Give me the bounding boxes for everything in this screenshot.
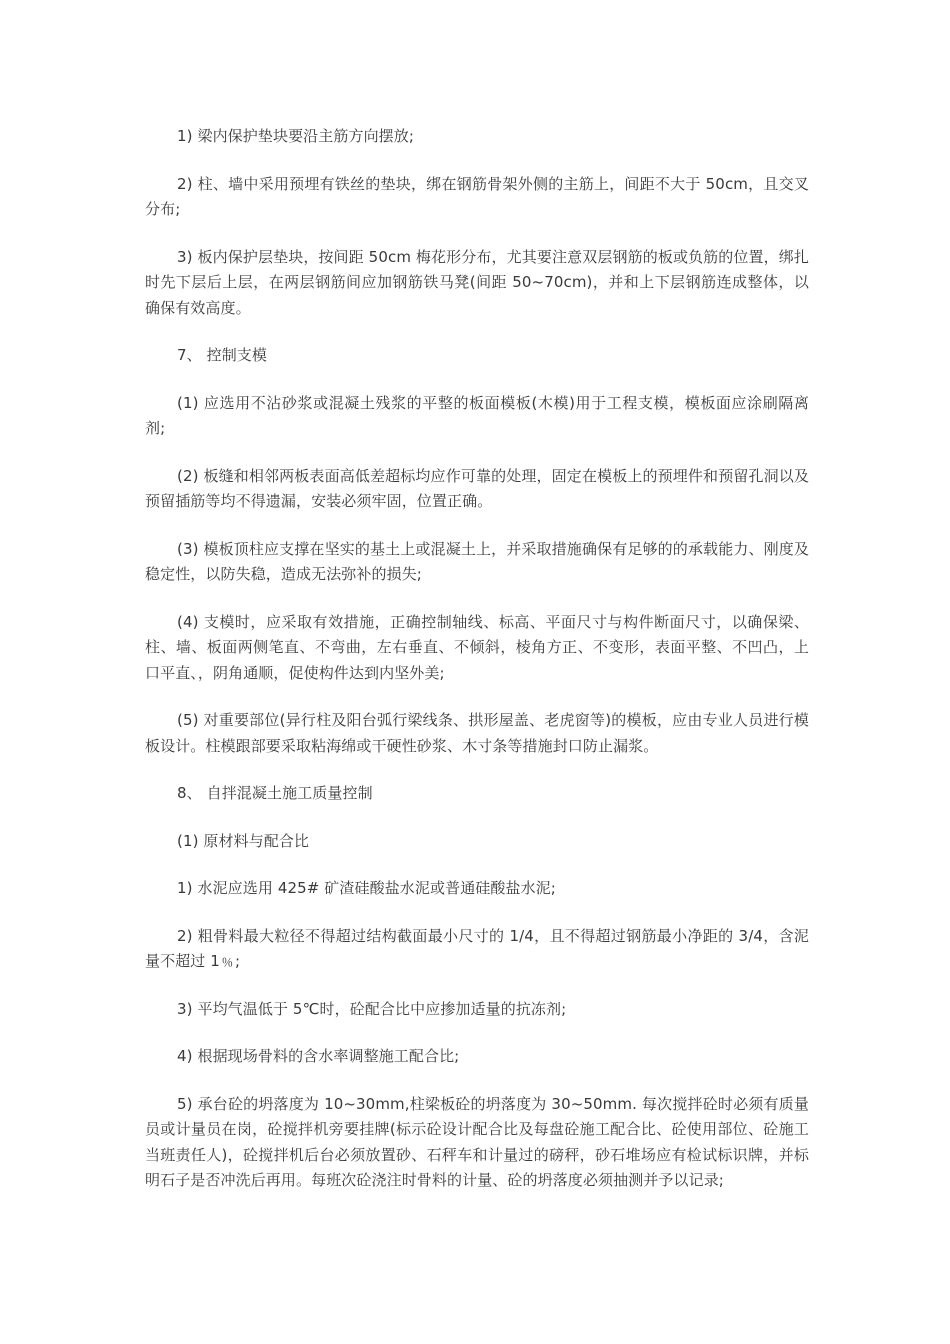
section-heading-8: 8、 自拌混凝土施工质量控制 [177, 784, 373, 802]
paragraph-1: 1) 梁内保护垫块要沿主筋方向摆放; [177, 127, 415, 145]
paragraph-11: 3) 平均气温低于 5℃时，砼配合比中应掺加适量的抗冻剂; [177, 999, 567, 1018]
paragraph-5: (2) 板缝和相邻两板表面高低差超标均应作可靠的处理，固定在模板上的预埋件和预留孔洞以及预留插筋等均不得遗漏，安装必须牢固，位置正确。 [145, 466, 809, 510]
paragraph-4: (1) 应选用不沾砂浆或混凝土残浆的平整的板面模板(木模)用于工程支模，模板面应涂刷隔离剂; [145, 393, 809, 437]
subsection-heading-1: (1) 原材料与配合比 [177, 831, 310, 850]
paragraph-9: 1) 水泥应选用 425# 矿渣硅酸盐水泥或普通硅酸盐水泥; [177, 879, 556, 897]
paragraph-7: (4) 支模时，应采取有效措施，正确控制轴线、标高、平面尺寸与构件断面尺寸，以确保梁、柱、墙、板面两侧笔直、不弯曲，左右垂直、不倾斜，棱角方正、不变形，表面平整、不凹凸，上口平直、，阴角通顺，促使构件达到内坚外美; [145, 612, 809, 682]
paragraph-13: 5) 承台砼的坍落度为 10~30mm,柱梁板砼的坍落度为 30~50mm. 每次搅拌砼时必须有质量员或计量员在岗，砼搅拌机旁要挂牌(标示砼设计配合比及每盘砼施工配合比、砼使用部位、砼施工当班责任人)，砼搅拌机后台必须放置砂、石秤车和计量过的磅秤，砂石堆场应有检试标识牌，并标明石子是否冲洗后再用。每班次砼浇注时骨料的计量、砼的坍落度必须抽测并予以记录; [145, 1094, 809, 1189]
paragraph-2: 2) 柱、墙中采用预埋有铁丝的垫块，绑在钢筋骨架外侧的主筋上，间距不大于 50cm，且交叉分布; [145, 174, 809, 218]
section-heading-7: 7、 控制支模 [177, 346, 268, 364]
paragraph-12: 4) 根据现场骨料的含水率调整施工配合比; [177, 1047, 460, 1065]
paragraph-10: 2) 粗骨料最大粒径不得超过结构截面最小尺寸的 1/4，且不得超过钢筋最小净距的 3/4，含泥量不超过 1﹪; [145, 926, 809, 970]
paragraph-3: 3) 板内保护层垫块，按间距 50cm 梅花形分布，尤其要注意双层钢筋的板或负筋的位置，绑扎时先下层后上层，在两层钢筋间应加钢筋铁马凳(间距 50~70cm)，并和上下层钢筋连成整体，以确保有效高度。 [145, 247, 809, 317]
document-body [145, 124, 809, 1216]
paragraph-8: (5) 对重要部位(异行柱及阳台弧行梁线条、拱形屋盖、老虎窗等)的模板，应由专业人员进行模板设计。柱模跟部要采取粘海绵或干硬性砂浆、木寸条等措施封口防止漏浆。 [145, 711, 809, 755]
paragraph-6: (3) 模板顶柱应支撑在坚实的基土上或混凝土上，并采取措施确保有足够的的承载能力、刚度及稳定性，以防失稳，造成无法弥补的损失; [145, 539, 809, 583]
